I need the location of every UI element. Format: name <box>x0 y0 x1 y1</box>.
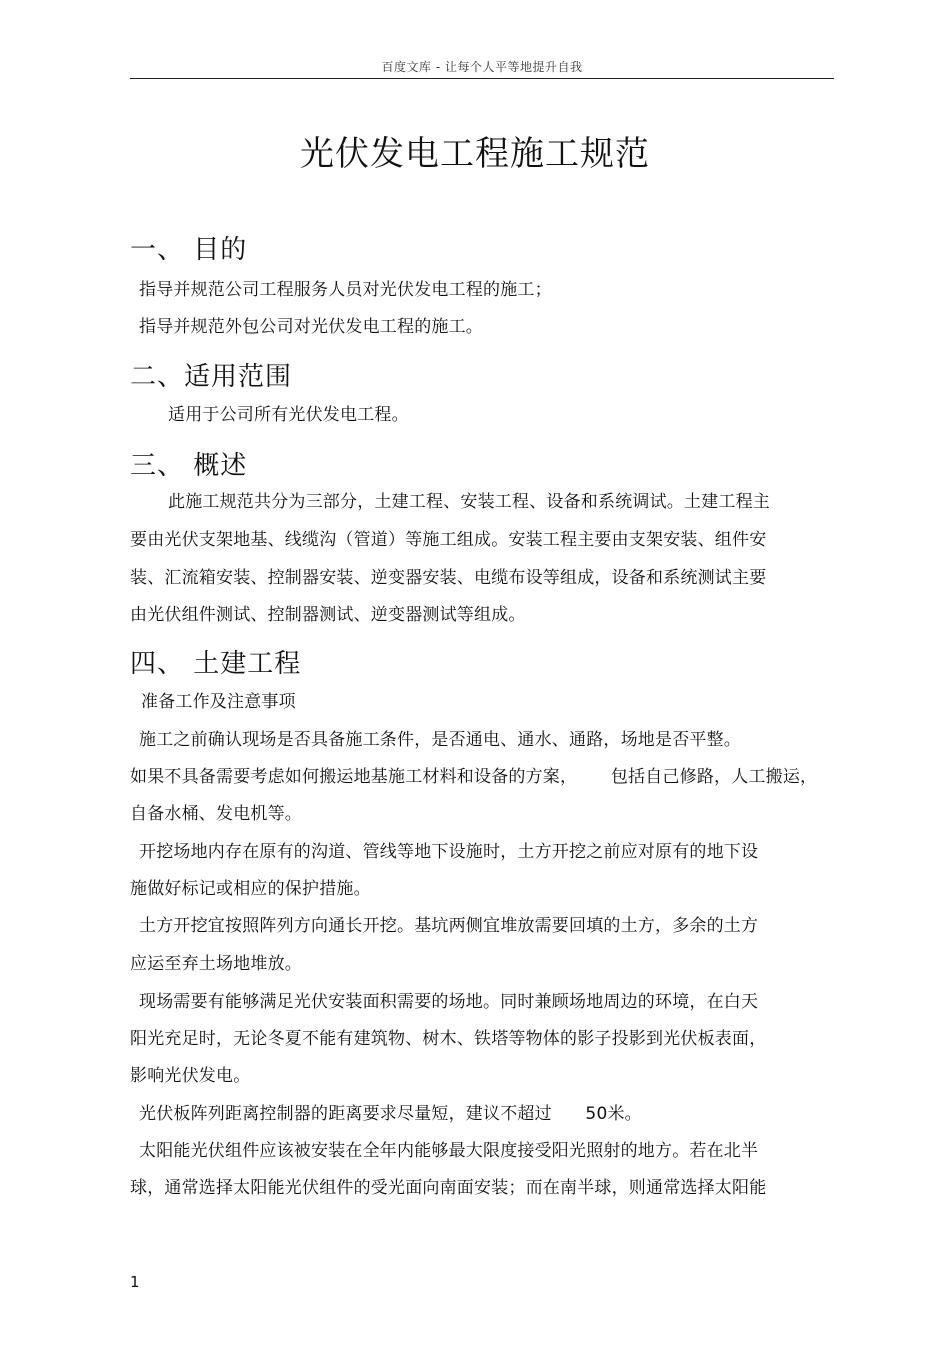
paragraph-line: 自备水桶、发电机等。 <box>130 804 302 824</box>
paragraph-line: 太阳能光伏组件应该被安装在全年内能够最大限度接受阳光照射的地方。若在北半 <box>139 1141 759 1161</box>
paragraph-line: 施工之前确认现场是否具备施工条件，是否通电、通水、通路，场地是否平整。 <box>139 730 741 750</box>
paragraph-line: 如果不具备需要考虑如何搬运地基施工材料和设备的方案， 包括自己修路，人工搬运， <box>130 767 818 787</box>
section-heading-scope: 二、适用范围 <box>130 362 293 392</box>
section-heading-overview: 三、 概述 <box>130 451 248 481</box>
paragraph-line: 现场需要有能够满足光伏安装面积需要的场地。同时兼顾场地周边的环境，在白天 <box>139 992 759 1012</box>
paragraph-line: 指导并规范公司工程服务人员对光伏发电工程的施工； <box>139 280 552 300</box>
page-number: 1 <box>130 1273 140 1291</box>
page-header: 百度文库 - 让每个人平等地提升自我 <box>381 60 583 74</box>
paragraph-line: 准备工作及注意事项 <box>141 692 296 712</box>
paragraph-line: 阳光充足时，无论冬夏不能有建筑物、树木、铁塔等物体的影子投影到光伏板表面， <box>130 1029 767 1049</box>
paragraph-line: 光伏板阵列距离控制器的距离要求尽量短，建议不超过 50米。 <box>139 1104 642 1124</box>
document-title: 光伏发电工程施工规范 <box>300 134 650 174</box>
paragraph-line: 由光伏组件测试、控制器测试、逆变器测试等组成。 <box>130 605 526 625</box>
paragraph-line: 要由光伏支架地基、线缆沟（管道）等施工组成。安装工程主要由支架安装、组件安 <box>130 530 767 550</box>
header-divider <box>130 78 834 79</box>
paragraph-line: 此施工规范共分为三部分，土建工程、安装工程、设备和系统调试。土建工程主 <box>168 492 770 512</box>
paragraph-line: 开挖场地内存在原有的沟道、管线等地下设施时，土方开挖之前应对原有的地下设 <box>139 842 759 862</box>
paragraph-line: 适用于公司所有光伏发电工程。 <box>168 405 409 425</box>
paragraph-line: 应运至弃土场地堆放。 <box>130 954 302 974</box>
section-heading-civil-works: 四、 土建工程 <box>130 649 302 679</box>
section-heading-purpose: 一、 目的 <box>130 235 248 265</box>
paragraph-line: 施做好标记或相应的保护措施。 <box>130 879 371 899</box>
paragraph-line: 装、汇流箱安装、控制器安装、逆变器安装、电缆布设等组成，设备和系统测试主要 <box>130 568 767 588</box>
paragraph-line: 球，通常选择太阳能光伏组件的受光面向南面安装；而在南半球，则通常选择太阳能 <box>130 1178 767 1198</box>
paragraph-line: 土方开挖宜按照阵列方向通长开挖。基坑两侧宜堆放需要回填的土方，多余的土方 <box>139 916 759 936</box>
paragraph-line: 指导并规范外包公司对光伏发电工程的施工。 <box>139 317 483 337</box>
paragraph-line: 影响光伏发电。 <box>130 1066 251 1086</box>
